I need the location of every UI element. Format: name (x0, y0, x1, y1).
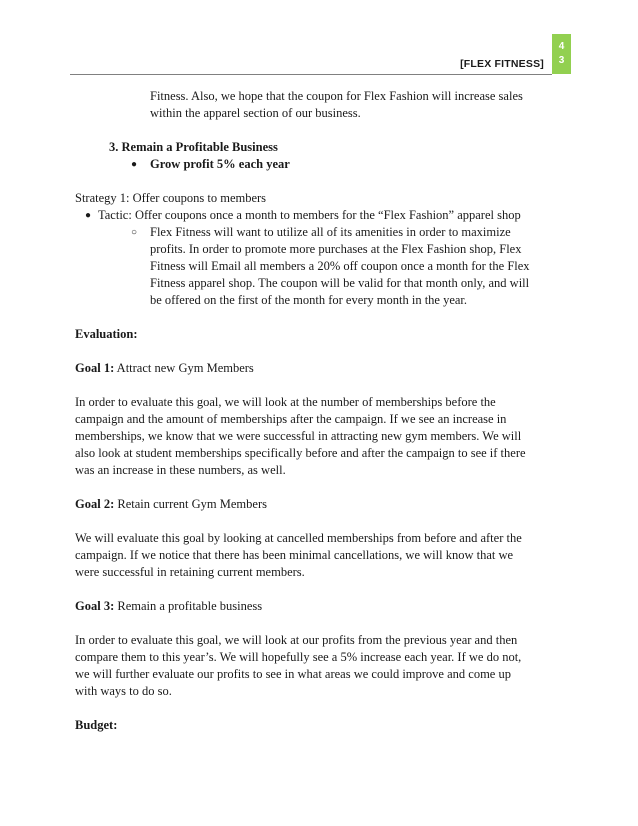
tactic-detail-line: Fitness will Email all members a 20% off coupon once a month for the Flex (150, 259, 530, 273)
goal-2-heading (75, 496, 565, 513)
tactic-text: Tactic: Offer coupons once a month to members for the “Flex Fashion” apparel shop (98, 208, 521, 222)
goal-3-text-line: we will further evaluate our profits to see in what areas we could improve and come up (75, 667, 511, 681)
goal-label: Goal 3: (75, 599, 115, 613)
header-divider (70, 74, 552, 75)
bullet-icon: ● (85, 210, 92, 221)
objective-bullet (75, 156, 565, 173)
strategy-title: Strategy 1: Offer coupons to members (75, 191, 267, 205)
goal-3-heading (75, 598, 565, 615)
goal-2-text-line: campaign. If we notice that there has been minimal cancellations, we will know that we (75, 548, 514, 562)
goal-label: Goal 1: (75, 361, 115, 375)
page-number-badge (552, 34, 571, 74)
goal-1-text-line: was an increase in these numbers, as well. (75, 463, 286, 477)
goal-1-text-line: In order to evaluate this goal, we will look at the number of memberships before the (75, 395, 496, 409)
bullet-icon: ● (131, 159, 138, 170)
goal-1-text-line: memberships, we know that we were successful in attracting new gym members. We will (75, 429, 522, 443)
goal-1-heading (75, 360, 565, 377)
goal-2-text-line: We will evaluate this goal by looking at cancelled memberships from before and after the (75, 531, 522, 545)
goal-2-text-line: were successful in retaining current members. (75, 565, 305, 579)
page-number-line1: 4 (558, 41, 565, 52)
goal-3-text-line: compare them to this year’s. We will hopefully see a 5% increase each year. If we do not, (75, 650, 522, 664)
page-number-line2: 3 (558, 55, 565, 66)
evaluation-heading: Evaluation: (75, 327, 138, 341)
goal-title: Retain current Gym Members (114, 497, 267, 511)
tactic-detail-item (75, 224, 565, 241)
budget-heading: Budget: (75, 718, 118, 732)
goal-title: Attract new Gym Members (114, 361, 254, 375)
goal-3-text-line: with ways to do so. (75, 684, 172, 698)
tactic-detail-line: Fitness apparel shop. The coupon will be valid for that month only, and will (150, 276, 530, 290)
goal-title: Remain a profitable business (114, 599, 263, 613)
objective-heading: 3. Remain a Profitable Business (109, 140, 278, 154)
tactic-item (75, 207, 565, 224)
goal-3-text-line: In order to evaluate this goal, we will look at our profits from the previous year and then (75, 633, 518, 647)
goal-1-text-line: also look at student memberships specifically before and after the campaign to see if there (75, 446, 526, 460)
circle-bullet-icon: ○ (131, 227, 138, 238)
tactic-detail-line: Flex Fitness will want to utilize all of its amenities in order to maximize (150, 225, 511, 239)
document-header-title: [FLEX FITNESS] (460, 58, 544, 70)
goal-label: Goal 2: (75, 497, 115, 511)
continuation-line: Fitness. Also, we hope that the coupon for Flex Fashion will increase sales (150, 89, 523, 103)
tactic-detail-line: profits. In order to promote more purchases at the Flex Fashion shop, Flex (150, 242, 522, 256)
objective-bullet-text: Grow profit 5% each year (150, 157, 290, 171)
goal-1-text-line: campaign and the amount of memberships after the campaign. If we see an increase in (75, 412, 507, 426)
page-body (75, 88, 565, 734)
continuation-line: within the apparel section of our business. (150, 106, 361, 120)
tactic-detail-line: be offered on the first of the month for every month in the year. (150, 293, 468, 307)
